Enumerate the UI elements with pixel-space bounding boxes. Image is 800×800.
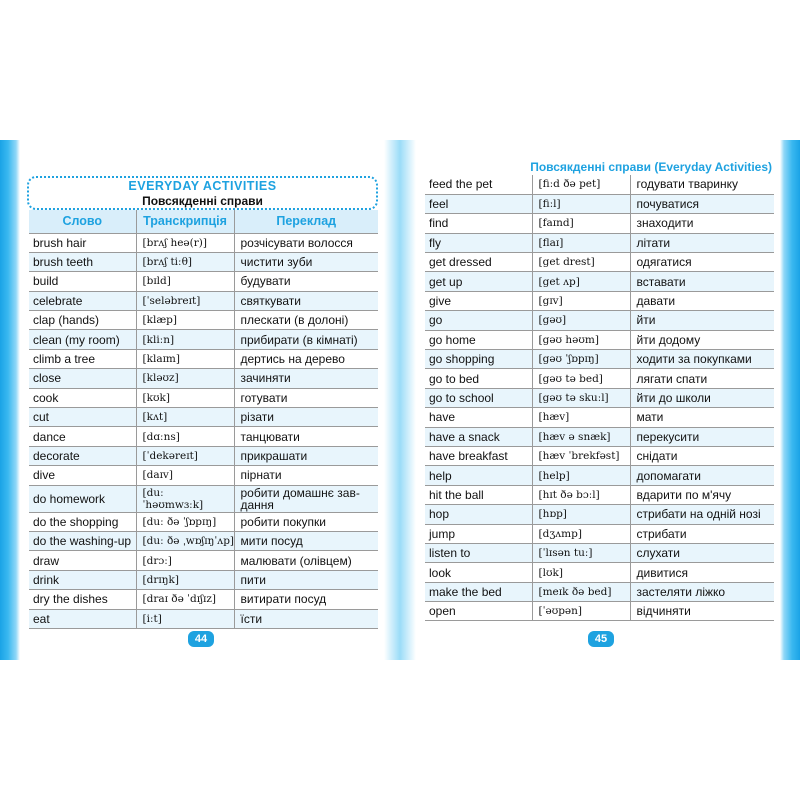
word-cell: decorate <box>29 446 136 465</box>
column-header-translation: Переклад <box>234 210 378 233</box>
vocabulary-rows-left <box>29 233 378 628</box>
transcription-cell: [hæv ˈbrekfəst] <box>532 446 630 465</box>
translation-cell: допомагати <box>630 466 774 485</box>
table-row <box>425 175 774 194</box>
transcription-cell: [brʌʃ heə(r)] <box>136 233 234 252</box>
translation-cell: їсти <box>234 609 378 628</box>
table-row <box>29 252 378 271</box>
transcription-cell: [kʌt] <box>136 408 234 427</box>
translation-cell: будувати <box>234 272 378 291</box>
word-cell: fly <box>425 233 532 252</box>
word-cell: clap (hands) <box>29 311 136 330</box>
transcription-cell: [kliːn] <box>136 330 234 349</box>
table-row <box>425 253 774 272</box>
translation-cell: застеляти ліжко <box>630 582 774 601</box>
translation-cell: різати <box>234 408 378 427</box>
table-row <box>29 233 378 252</box>
translation-cell: плескати (в долоні) <box>234 311 378 330</box>
table-row <box>425 291 774 310</box>
translation-cell: розчісувати волосся <box>234 233 378 252</box>
transcription-cell: [duː ðə ˈʃɒpɪŋ] <box>136 512 234 531</box>
table-row <box>425 350 774 369</box>
table-row <box>29 311 378 330</box>
transcription-cell: [fiːd ðə pet] <box>532 175 630 194</box>
transcription-cell: [duː ˈhəʊmwɜːk] <box>136 485 234 512</box>
translation-cell: стрибати <box>630 524 774 543</box>
word-cell: clean (my room) <box>29 330 136 349</box>
word-cell: eat <box>29 609 136 628</box>
column-header-transcription: Транскрипція <box>136 210 234 233</box>
table-row <box>29 531 378 550</box>
transcription-cell: [dʒʌmp] <box>532 524 630 543</box>
transcription-cell: [lʊk] <box>532 563 630 582</box>
transcription-cell: [bɪld] <box>136 272 234 291</box>
transcription-cell: [gəʊ həʊm] <box>532 330 630 349</box>
translation-cell: йти до школи <box>630 388 774 407</box>
word-cell: have breakfast <box>425 446 532 465</box>
table-row <box>29 446 378 465</box>
word-cell: close <box>29 369 136 388</box>
transcription-cell: [kləʊz] <box>136 369 234 388</box>
transcription-cell: [get drest] <box>532 253 630 272</box>
translation-cell: дивитися <box>630 563 774 582</box>
transcription-cell: [gəʊ] <box>532 311 630 330</box>
word-cell: do homework <box>29 485 136 512</box>
word-cell: help <box>425 466 532 485</box>
word-cell: dance <box>29 427 136 446</box>
word-cell: jump <box>425 524 532 543</box>
left-page-edge <box>0 140 20 660</box>
translation-cell: знаходити <box>630 214 774 233</box>
table-row <box>425 330 774 349</box>
word-cell: cut <box>29 408 136 427</box>
right-page-edge <box>780 140 800 660</box>
table-row <box>425 311 774 330</box>
word-cell: hop <box>425 505 532 524</box>
section-title-box <box>27 176 378 210</box>
translation-cell: йти <box>630 311 774 330</box>
transcription-cell: [ˈseləbreɪt] <box>136 291 234 310</box>
translation-cell: готувати <box>234 388 378 407</box>
transcription-cell: [kʊk] <box>136 388 234 407</box>
transcription-cell: [flaɪ] <box>532 233 630 252</box>
table-row <box>29 570 378 589</box>
word-cell: dive <box>29 466 136 485</box>
word-cell: hit the ball <box>425 485 532 504</box>
word-cell: get dressed <box>425 253 532 272</box>
translation-cell: вдарити по м'ячу <box>630 485 774 504</box>
word-cell: find <box>425 214 532 233</box>
translation-cell: годувати тваринку <box>630 175 774 194</box>
transcription-cell: [help] <box>532 466 630 485</box>
column-header-word: Слово <box>29 210 136 233</box>
section-title-english: EVERYDAY ACTIVITIES <box>128 179 277 193</box>
translation-cell: прибирати (в кімнаті) <box>234 330 378 349</box>
table-row <box>425 369 774 388</box>
translation-cell: одягатися <box>630 253 774 272</box>
word-cell: feel <box>425 194 532 213</box>
transcription-cell: [hæv ə snæk] <box>532 427 630 446</box>
translation-cell: пірнати <box>234 466 378 485</box>
word-cell: feed the pet <box>425 175 532 194</box>
table-row <box>425 602 774 621</box>
table-row <box>425 233 774 252</box>
transcription-cell: [hɒp] <box>532 505 630 524</box>
table-row <box>29 485 378 512</box>
table-row <box>29 388 378 407</box>
translation-cell: відчиняти <box>630 602 774 621</box>
table-row <box>425 582 774 601</box>
table-row <box>29 291 378 310</box>
transcription-cell: [gəʊ tə skuːl] <box>532 388 630 407</box>
table-row <box>29 272 378 291</box>
word-cell: get up <box>425 272 532 291</box>
right-gutter-shadow <box>400 140 416 660</box>
transcription-cell: [gəʊ tə bed] <box>532 369 630 388</box>
word-cell: go to school <box>425 388 532 407</box>
word-cell: go shopping <box>425 350 532 369</box>
vocabulary-table-right <box>425 175 774 621</box>
table-row <box>29 408 378 427</box>
translation-cell: лягати спати <box>630 369 774 388</box>
table-row <box>29 369 378 388</box>
translation-cell: слухати <box>630 543 774 562</box>
translation-cell: святкувати <box>234 291 378 310</box>
word-cell: climb a tree <box>29 349 136 368</box>
table-row <box>425 466 774 485</box>
table-row <box>425 408 774 427</box>
transcription-cell: [klaɪm] <box>136 349 234 368</box>
table-row <box>29 427 378 446</box>
table-row <box>29 330 378 349</box>
word-cell: brush hair <box>29 233 136 252</box>
page-number-right: 45 <box>588 631 614 647</box>
word-cell: do the washing-up <box>29 531 136 550</box>
table-row <box>425 388 774 407</box>
transcription-cell: [fiːl] <box>532 194 630 213</box>
translation-cell: вставати <box>630 272 774 291</box>
word-cell: listen to <box>425 543 532 562</box>
translation-cell: чистити зуби <box>234 252 378 271</box>
translation-cell: перекусити <box>630 427 774 446</box>
left-gutter-shadow <box>384 140 400 660</box>
vocabulary-rows-right <box>425 175 774 621</box>
word-cell: look <box>425 563 532 582</box>
table-row <box>425 214 774 233</box>
transcription-cell: [ˈdekəreɪt] <box>136 446 234 465</box>
word-cell: go to bed <box>425 369 532 388</box>
transcription-cell: [meɪk ðə bed] <box>532 582 630 601</box>
translation-cell: малювати (олівцем) <box>234 551 378 570</box>
translation-cell: снідати <box>630 446 774 465</box>
translation-cell: дертись на дерево <box>234 349 378 368</box>
vocabulary-table-left <box>29 210 378 629</box>
translation-cell: пити <box>234 570 378 589</box>
transcription-cell: [hæv] <box>532 408 630 427</box>
transcription-cell: [ˈlɪsən tuː] <box>532 543 630 562</box>
translation-cell: танцювати <box>234 427 378 446</box>
transcription-cell: [klæp] <box>136 311 234 330</box>
running-head: Повсякденні справи (Everyday Activities) <box>530 160 772 174</box>
transcription-cell: [brʌʃ tiːθ] <box>136 252 234 271</box>
table-row <box>425 563 774 582</box>
table-row <box>29 349 378 368</box>
table-row <box>425 543 774 562</box>
translation-cell: витирати посуд <box>234 590 378 609</box>
transcription-cell: [ˈəʊpən] <box>532 602 630 621</box>
word-cell: cook <box>29 388 136 407</box>
table-row <box>425 485 774 504</box>
word-cell: do the shopping <box>29 512 136 531</box>
word-cell: have a snack <box>425 427 532 446</box>
word-cell: go home <box>425 330 532 349</box>
translation-cell: йти додому <box>630 330 774 349</box>
word-cell: open <box>425 602 532 621</box>
translation-cell: літати <box>630 233 774 252</box>
transcription-cell: [get ʌp] <box>532 272 630 291</box>
translation-cell: мити посуд <box>234 531 378 550</box>
word-cell: give <box>425 291 532 310</box>
table-row <box>29 609 378 628</box>
word-cell: brush teeth <box>29 252 136 271</box>
table-row <box>425 524 774 543</box>
word-cell: draw <box>29 551 136 570</box>
transcription-cell: [drɔː] <box>136 551 234 570</box>
transcription-cell: [hɪt ðə bɔːl] <box>532 485 630 504</box>
transcription-cell: [dɑːns] <box>136 427 234 446</box>
transcription-cell: [duː ðə ˌwɒʃɪŋˈʌp] <box>136 531 234 550</box>
translation-cell: ходити за покупками <box>630 350 774 369</box>
translation-cell: робити домашнє зав-дання <box>234 485 378 512</box>
table-row <box>425 194 774 213</box>
translation-cell: давати <box>630 291 774 310</box>
table-row <box>425 446 774 465</box>
table-row <box>29 551 378 570</box>
translation-cell: зачиняти <box>234 369 378 388</box>
word-cell: celebrate <box>29 291 136 310</box>
translation-cell: робити покупки <box>234 512 378 531</box>
word-cell: have <box>425 408 532 427</box>
transcription-cell: [drɪŋk] <box>136 570 234 589</box>
book-spread <box>0 140 800 660</box>
table-header-row <box>29 210 378 233</box>
transcription-cell: [gəʊ ˈʃɒpɪŋ] <box>532 350 630 369</box>
page-number-left: 44 <box>188 631 214 647</box>
translation-cell: мати <box>630 408 774 427</box>
transcription-cell: [daɪv] <box>136 466 234 485</box>
table-row <box>425 505 774 524</box>
section-title-ukrainian: Повсякденні справи <box>142 194 263 208</box>
table-row <box>425 272 774 291</box>
right-page <box>400 140 800 660</box>
word-cell: make the bed <box>425 582 532 601</box>
transcription-cell: [gɪv] <box>532 291 630 310</box>
translation-cell: почуватися <box>630 194 774 213</box>
word-cell: go <box>425 311 532 330</box>
table-row <box>29 590 378 609</box>
word-cell: dry the dishes <box>29 590 136 609</box>
word-cell: build <box>29 272 136 291</box>
table-row <box>29 466 378 485</box>
transcription-cell: [draɪ ðə ˈdɪʃɪz] <box>136 590 234 609</box>
transcription-cell: [iːt] <box>136 609 234 628</box>
table-row <box>29 512 378 531</box>
word-cell: drink <box>29 570 136 589</box>
translation-cell: прикрашати <box>234 446 378 465</box>
left-page <box>0 140 400 660</box>
table-row <box>425 427 774 446</box>
transcription-cell: [faɪnd] <box>532 214 630 233</box>
translation-cell: стрибати на одній нозі <box>630 505 774 524</box>
